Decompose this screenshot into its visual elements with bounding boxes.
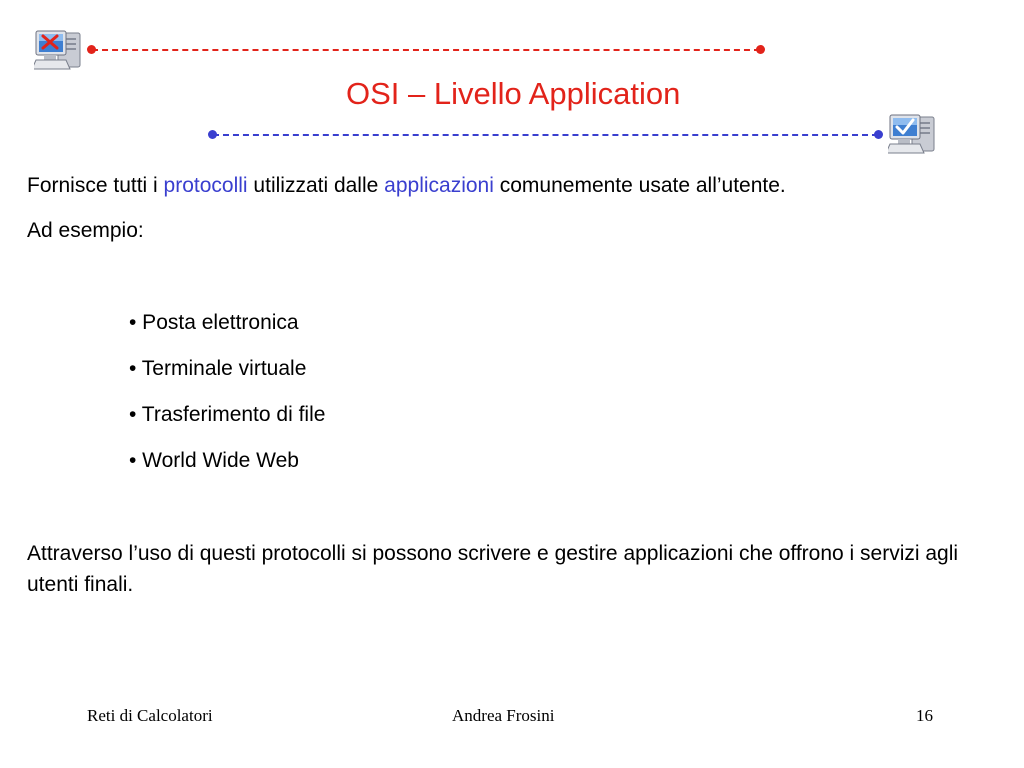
divider-dot	[208, 130, 217, 139]
list-item: • Trasferimento di file	[129, 403, 326, 426]
computer-error-icon	[34, 27, 84, 73]
intro-text-1: Fornisce tutti i	[27, 174, 164, 197]
list-item: • World Wide Web	[129, 449, 299, 472]
intro-highlight-applicazioni: applicazioni	[384, 174, 494, 197]
intro-highlight-protocolli: protocolli	[163, 174, 248, 197]
list-item: • Terminale virtuale	[129, 357, 307, 380]
slide-title: OSI – Livello Application	[346, 76, 681, 111]
divider-dot	[874, 130, 883, 139]
intro-paragraph	[27, 170, 786, 201]
divider-dot	[87, 45, 96, 54]
examples-list	[129, 307, 325, 491]
footer-author: Andrea Frosini	[452, 706, 555, 725]
footer-page-number: 16	[916, 706, 933, 725]
intro-text-2: utilizzati dalle	[247, 174, 385, 197]
closing-paragraph: Attraverso l’uso di questi protocolli si possono scrivere e gestire applicazioni che offrono i servizi agli utenti finali.	[27, 542, 959, 596]
computer-check-icon	[888, 111, 938, 157]
intro-text-3: comunemente usate all’utente.	[493, 174, 786, 197]
divider-dot	[756, 45, 765, 54]
footer-course: Reti di Calcolatori	[87, 706, 213, 725]
example-label: Ad esempio:	[27, 219, 144, 242]
list-item: • Posta elettronica	[129, 311, 299, 334]
